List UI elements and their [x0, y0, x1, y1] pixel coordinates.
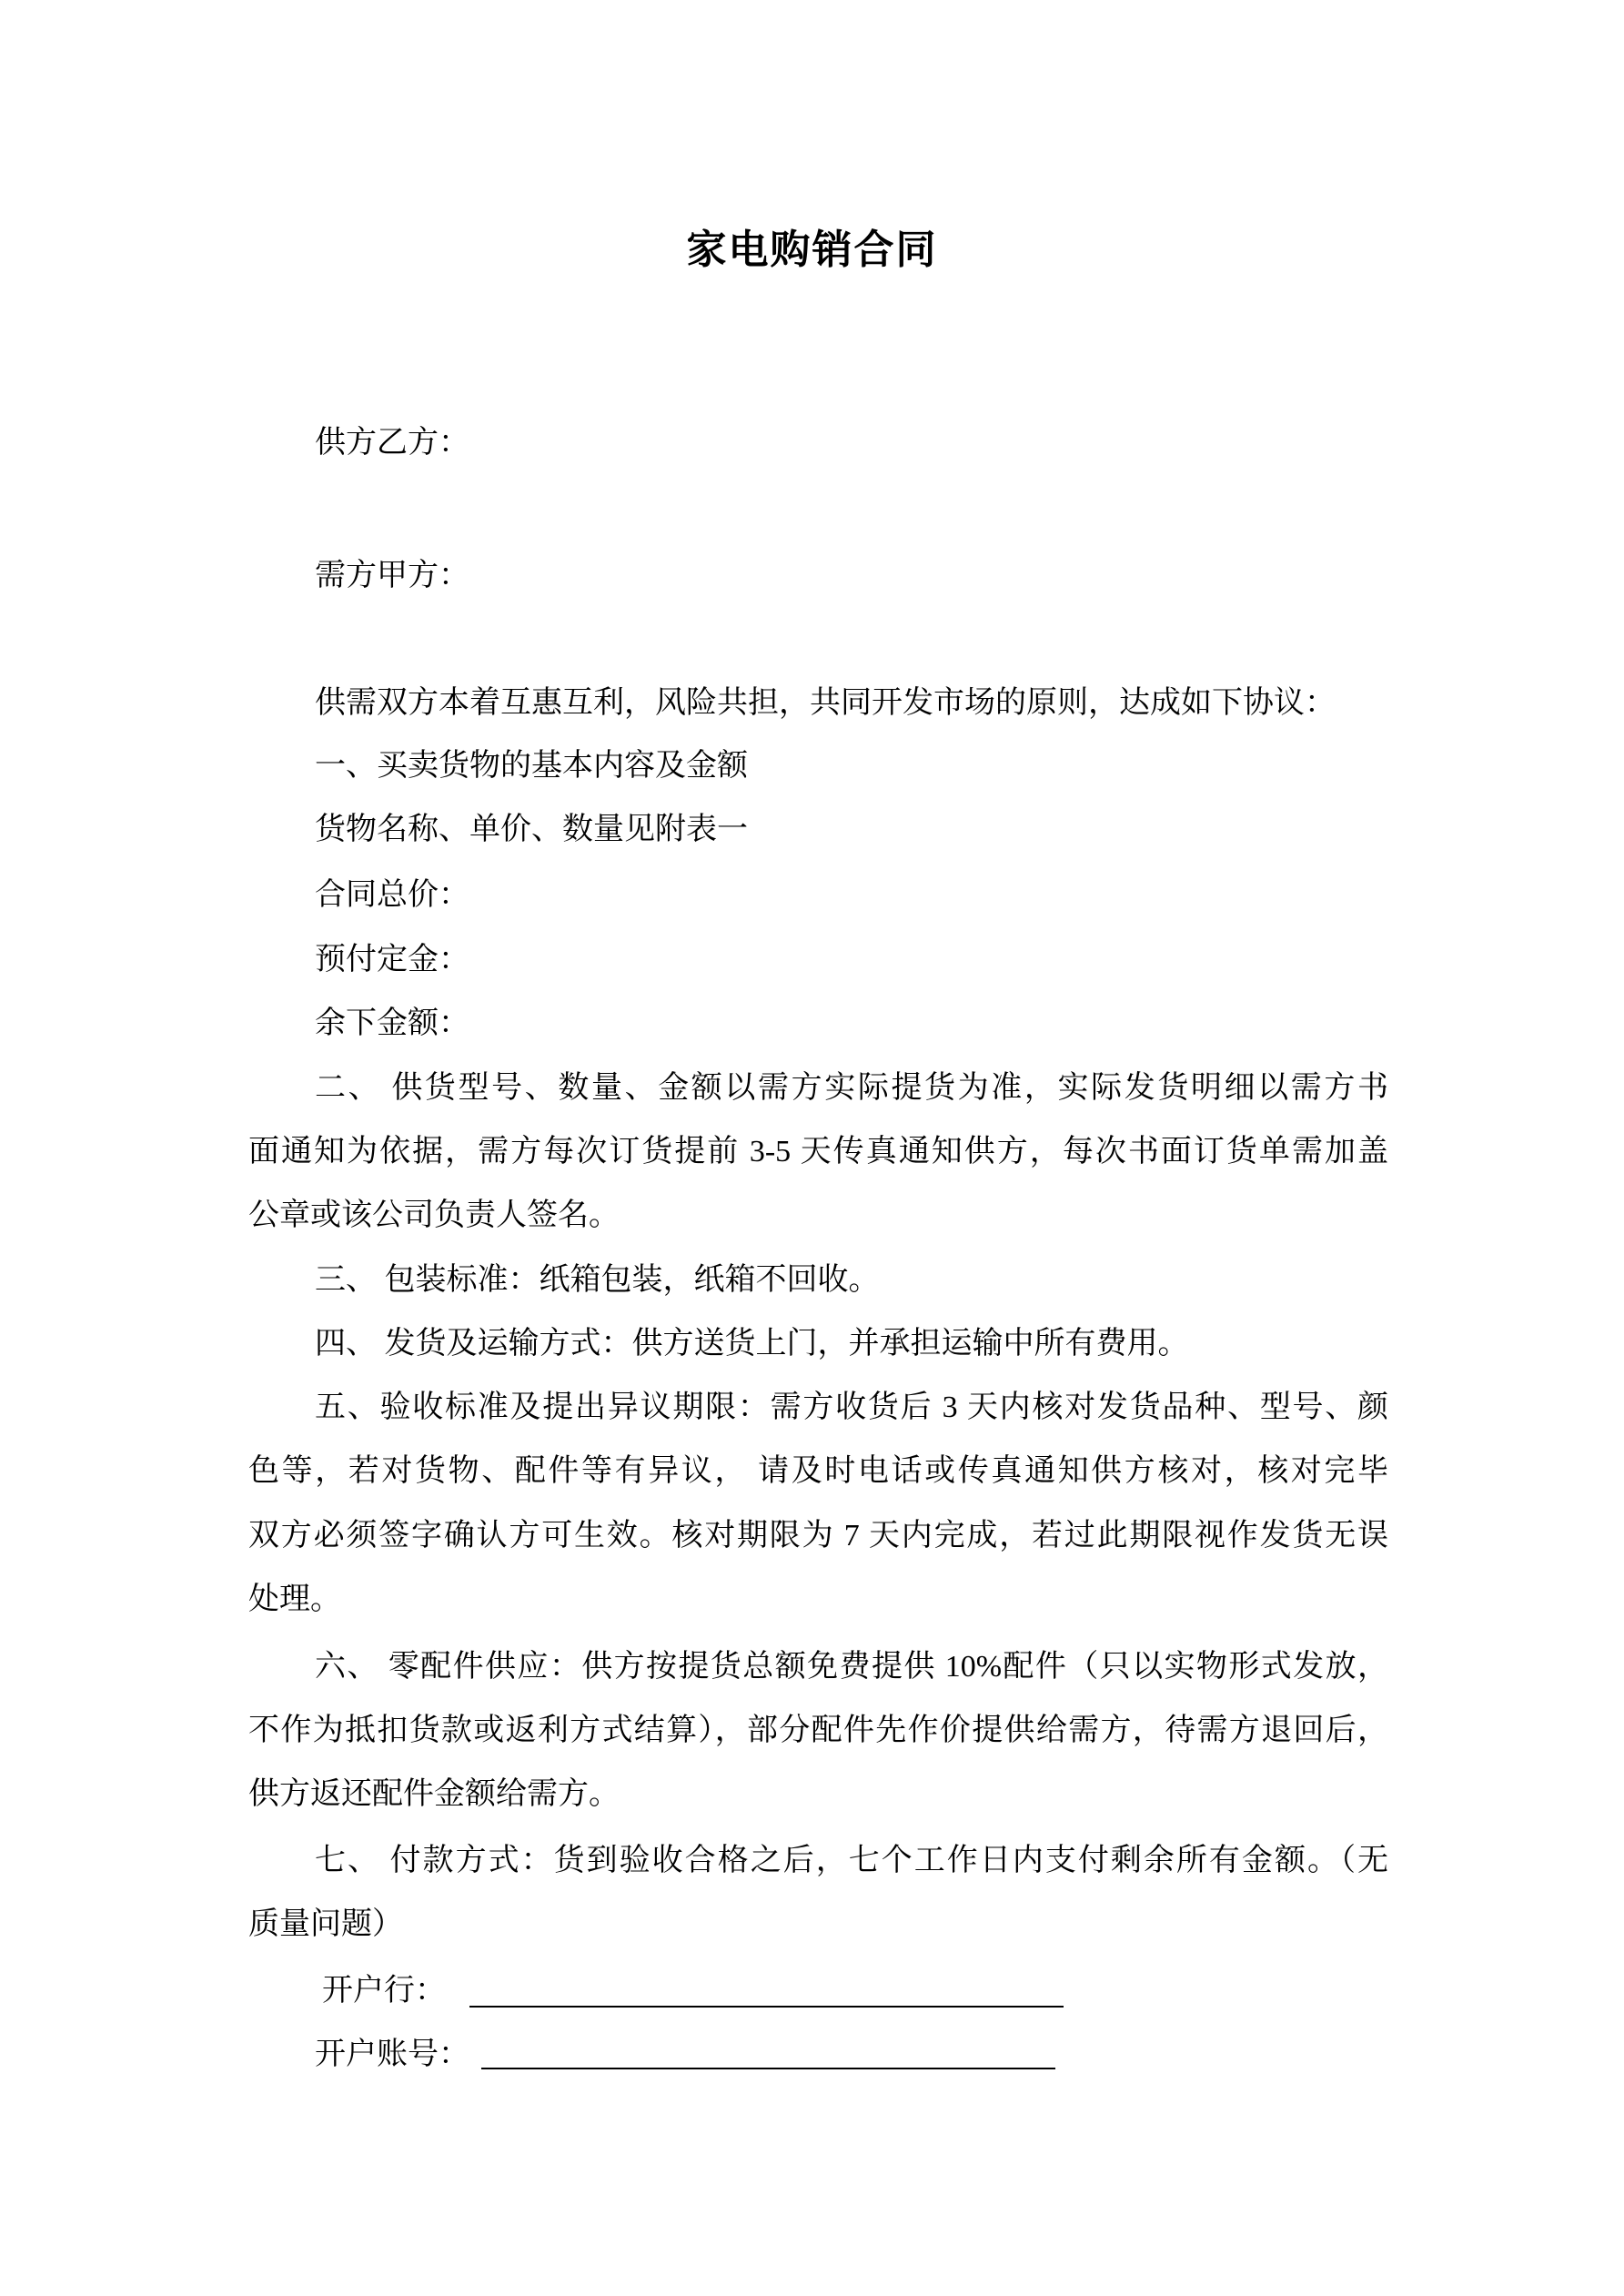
remaining-label: 余下金额：: [315, 1006, 469, 1040]
account-blank-line: [481, 2068, 1055, 2069]
section-7-line: 七、 付款方式：货到验收合格之后，七个工作日内支付剩余所有金额。（无: [315, 1844, 1388, 1877]
bank-blank-line: [469, 2006, 1064, 2008]
section-5-line: 五、验收标准及提出异议期限：需方收货后 3 天内核对发货品种、型号、颜: [315, 1391, 1388, 1424]
document-title: 家电购销合同: [686, 228, 938, 272]
bank-label: 开户行：: [322, 1974, 446, 2008]
section-4: 四、 发货及运输方式：供方送货上门，并承担运输中所有费用。: [315, 1327, 1189, 1360]
supplier-label: 供方乙方：: [315, 426, 469, 460]
section-2-line: 二、 供货型号、数量、金额以需方实际提货为准，实际发货明细以需方书: [315, 1071, 1388, 1105]
section-3: 三、 包装标准：纸箱包装，纸箱不回收。: [315, 1263, 880, 1297]
section-1-heading: 一、买卖货物的基本内容及金额: [315, 749, 748, 783]
intro-text: 供需双方本着互惠互利，风险共担，共同开发市场的原则，达成如下协议：: [315, 686, 1336, 720]
section-5-line: 双方必须签字确认方可生效。核对期限为 7 天内完成，若过此期限视作发货无误: [248, 1519, 1388, 1553]
section-7-line: 质量问题）: [248, 1907, 403, 1941]
section-2-line: 面通知为依据，需方每次订货提前 3-5 天传真通知供方，每次书面订货单需加盖: [248, 1135, 1388, 1168]
section-6-line: 六、 零配件供应：供方按提货总额免费提供 10%配件（只以实物形式发放，: [315, 1650, 1388, 1684]
account-label: 开户账号：: [315, 2038, 469, 2071]
section-2-line: 公章或该公司负责人签名。: [248, 1199, 620, 1232]
deposit-label: 预付定金：: [315, 943, 469, 976]
section-5-line: 处理。: [248, 1583, 341, 1616]
goods-note: 货物名称、单价、数量见附表一: [315, 813, 748, 846]
section-5-line: 色等，若对货物、配件等有异议， 请及时电话或传真通知供方核对，核对完毕: [248, 1454, 1388, 1488]
total-price-label: 合同总价：: [315, 878, 469, 912]
section-6-line: 供方返还配件金额给需方。: [248, 1777, 620, 1811]
buyer-label: 需方甲方：: [315, 559, 469, 592]
section-6-line: 不作为抵扣货款或返利方式结算），部分配件先作价提供给需方，待需方退回后，: [248, 1714, 1388, 1747]
